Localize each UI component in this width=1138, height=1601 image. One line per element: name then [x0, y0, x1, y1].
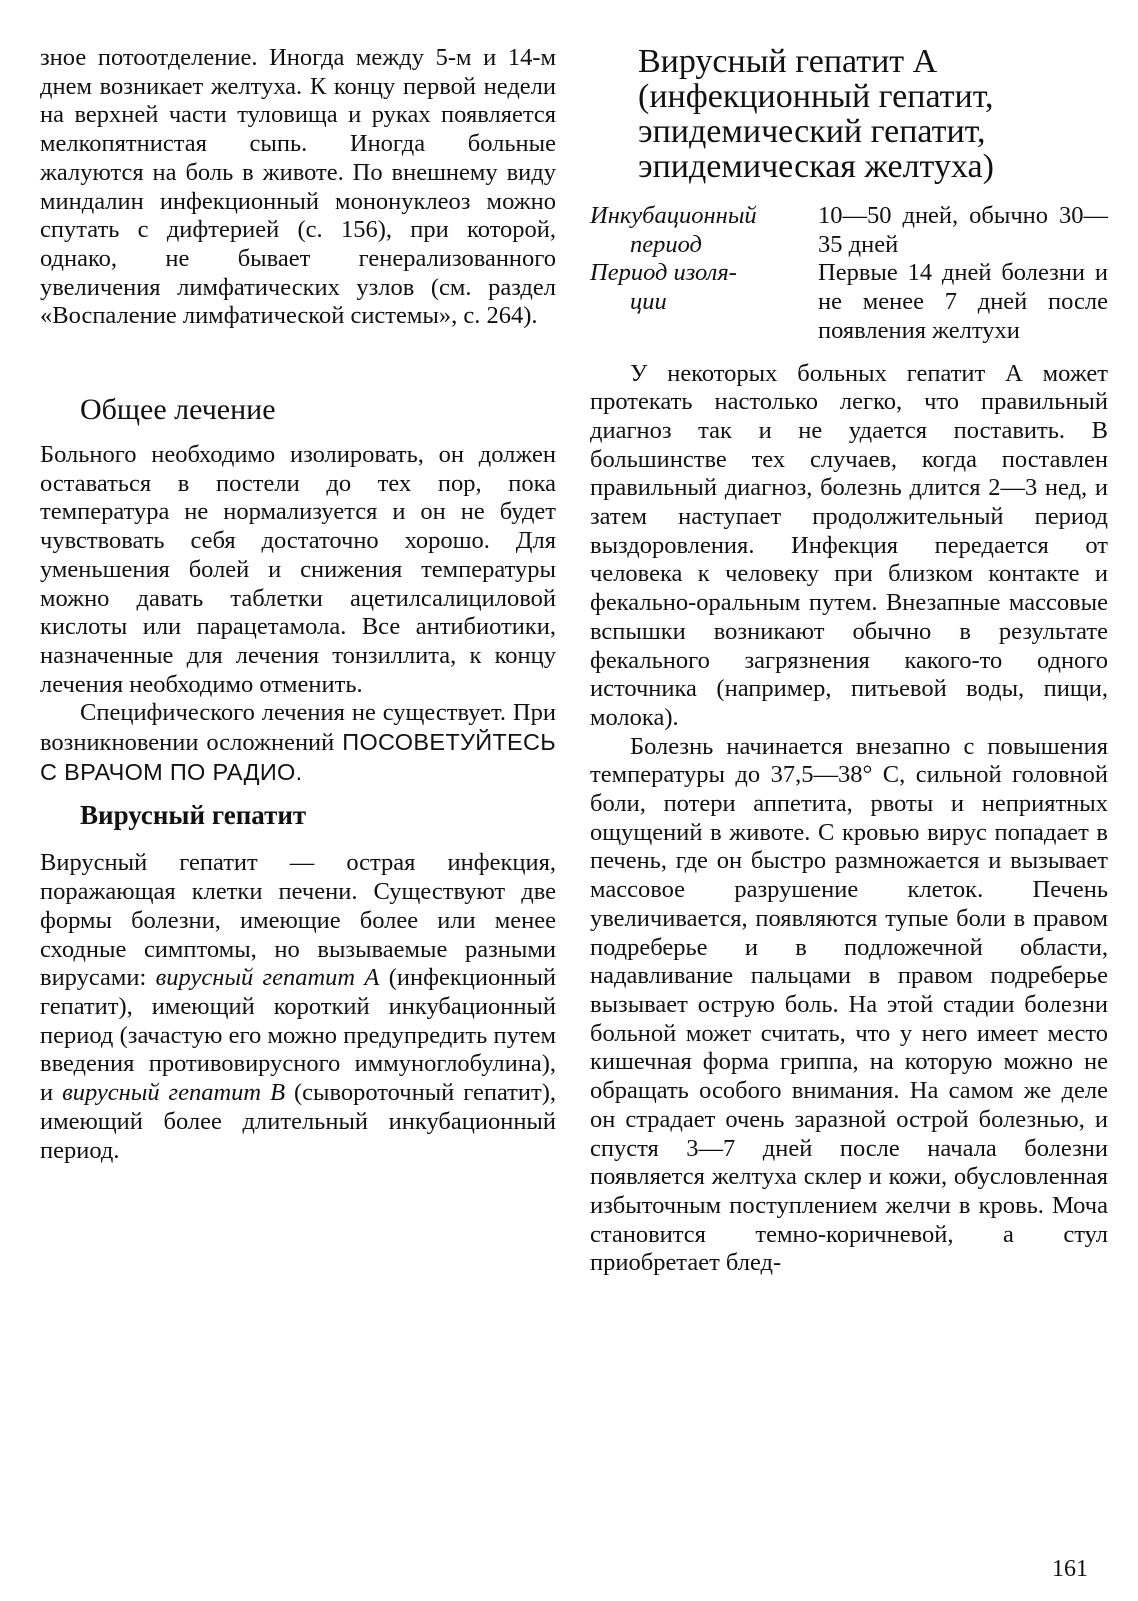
isolation-label-line2: ции	[630, 288, 667, 316]
paragraph-hepatitis-a-symptoms: Болезнь начинается внезапно с повышения температуры до 37,5—38° С, сильной головной боли, потери аппетита, рвоты и неприятных ощущений в животе. С кровью вирус попадает в печень, где он быстро размножается и вызывает массовое разрушение клеток. Печень увеличивается, появляются тупые боли в правом подреберье и в подложечной области, надавливание пальцами в правом подреберье вызывает острую боль. На этой стадии болезни больной может считать, что у него имеет место кишечная форма гриппа, на которую можно не обращать особого внимания. На самом же деле он страдает очень заразной острой болезнью, и спустя 3—7 дней после начала болезни появляется желтуха склер и кожи, обусловленная избыточным поступлением желчи в кровь. Моча становится темно-коричневой, а стул приобретает блед-	[590, 732, 1108, 1277]
heading-viral-hepatitis: Вирусный гепатит	[80, 800, 307, 831]
incubation-label-line2: период	[630, 230, 702, 258]
paragraph-general-treatment: Больного необходимо изолировать, он должен оставаться в постели до тех пор, пока температура не нормализуется и он не будет чувствовать себя достаточно хорошо. Для уменьшения болей и снижения температуры можно давать таблетки ацетилсалициловой кислоты или парацетамола. Все антибиотики, назначенные для лечения тонзиллита, к концу лечения необходимо отменить.	[40, 441, 556, 698]
radio-doctor-instruction: ПОСОВЕТУЙТЕСЬ С ВРАЧОМ ПО РАДИО.	[40, 729, 557, 785]
isolation-label-line1: Период изоля-	[590, 259, 737, 287]
hepatitis-a-facts	[590, 202, 1108, 346]
left-column	[40, 44, 556, 1165]
paragraph-mononucleosis: зное потоотделение. Иногда между 5-м и 14-м днем возникает желтуха. К концу первой недели на верхней части туловища и руках появляется мелкопятнистая сыпь. Иногда больные жалуются на боль в животе. По внешнему виду миндалин инфекционный мононуклеоз можно спутать с дифтерией (с. 156), при которой, однако, не бывает генерализованного увеличения лимфатических узлов (см. раздел «Воспаление лимфатической системы», с. 264).	[40, 44, 556, 330]
hepatitis-text-a: Вирусный гепатит — острая инфекция, поражающая клетки печени. Существуют две формы болезни, имеющие более или менее сходные симптомы, но вызываемые разными вирусами:	[40, 849, 556, 992]
page-number: 161	[1052, 1556, 1088, 1582]
isolation-value: Первые 14 дней болезни и не менее 7 дней после появления желтухи	[818, 259, 1108, 344]
hepatitis-b-term: вирусный гепатит В	[62, 1079, 286, 1107]
incubation-label-line1: Инкубационный	[590, 202, 757, 229]
incubation-value: 10—50 дней, обычно 30—35 дней	[818, 202, 1108, 258]
isolation-label	[590, 259, 818, 345]
heading-hepatitis-a: Вирусный гепатит А (инфекционный гепатит, эпидемический гепатит, эпидемическая желтуха)	[638, 43, 994, 185]
hepatitis-text-c: (сывороточный гепатит), имеющий более длительный инкубационный период.	[40, 1079, 556, 1164]
isolation-row	[590, 259, 1108, 345]
paragraph-viral-hepatitis	[40, 849, 556, 1165]
paragraph-hepatitis-a-course: У некоторых больных гепатит А может протекать настолько легко, что правильный диагноз так и не удается поставить. В большинстве тех случаев, когда поставлен правильный диагноз, болезнь длится 2—3 нед, и затем наступает продолжительный период выздоровления. Инфекция передается от человека к человеку при близком контакте и фекально-оральным путем. Внезапные массовые вспышки возникают обычно в результате фекального загрязнения какого-то одного источника (например, питьевой воды, пищи, молока).	[590, 359, 1108, 731]
hepatitis-a-term: вирусный гепатит А	[155, 964, 380, 992]
paragraph-specific-treatment	[40, 699, 556, 787]
heading-general-treatment: Общее лечение	[80, 393, 276, 427]
right-column	[590, 44, 1108, 1278]
incubation-row	[590, 202, 1108, 259]
specific-treatment-text: Специфического лечения не существует. При возникновении осложнений	[40, 699, 556, 757]
hepatitis-text-b: (инфекционный гепатит), имеющий короткий инкубационный период (зачастую его можно предупредить путем введения противовирусного иммуноглобулина), и	[40, 964, 557, 1107]
incubation-label	[590, 202, 818, 259]
